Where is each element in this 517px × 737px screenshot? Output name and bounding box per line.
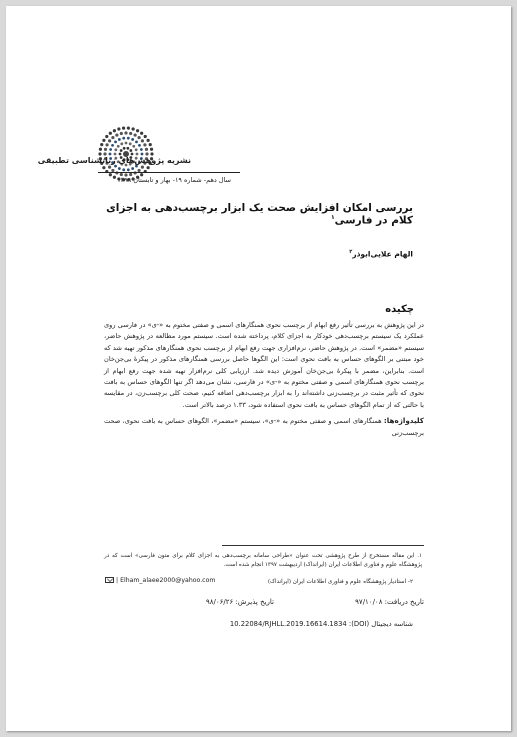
issue-line: سال دهم- شماره ۱۹- بهار و تابستان ۱۳۹۹	[117, 176, 231, 184]
author-footnote-mark: ۲	[349, 249, 353, 255]
accepted-date: تاریخ پذیرش: ۹۸/۰۶/۲۶	[206, 598, 274, 606]
author-name	[349, 249, 413, 259]
abstract-heading: چکیده	[385, 304, 414, 315]
dates-row	[104, 598, 424, 612]
abstract-body: در این پژوهش به بررسی تأثیر رفع ابهام از برچسب نحوی همنگارهای اسمی و صفتی مختوم به «-ی» در فارسی روی عملکرد یک سیستم برچسب‌دهی خودکار به اجزای کلام، پرداخته شده است. سیستم مورد مطالعه در پژوهش حاضر، سیستم «مضمر» است. در پژوهش حاضر، نرم‌افزاری جهت رفع ابهام از برچسب نحوی همنگارهای مذکور تهیه شد که خود مبتنی بر الگوهای حساس به بافت نحوی است: این الگوها حاصل بررسی همنگارهای مذکور در پیکرهٔ بی‌جن‌خان است. بنابراین، مضمر با پیکرهٔ بی‌جن‌خان آموزش دیده شد. ارزیابی کلی نرم‌افزار تهیه شده جهت رفع ابهام از برچسب نحوی همنگارهای اسمی و صفتی مختوم به «-ی» در فارسی، نشان می‌دهد اگر تنها الگوهای حساس به بافت نحوی که تأثیر مثبت در برچسب‌زنی داشته‌اند را به ابزار برچسب‌دهی اضافه کنیم، صحت کلی برچسب‌زن، در مقایسه با حالتی که از تمام الگوهای حساس به بافت نحوی استفاده شود، ۱.۳۳ درصد بالاتر است.	[104, 321, 424, 409]
article-title-text: بررسی امکان افزایش صحت یک ابزار برچسب‌دهی به اجزای کلام در فارسی	[106, 202, 413, 227]
author-name-text: الهام علایی‌ابوذر	[352, 249, 413, 259]
article-title	[83, 202, 413, 227]
keywords-label: کلیدواژه‌ها:	[383, 416, 424, 425]
footnote-2: ۲- استادیار پژوهشگاه علوم و فناوری اطلاعات ایران (ایرانداک)	[267, 579, 413, 585]
author-email: | Elham_alaee2000@yahoo.com	[105, 577, 215, 584]
footnote-divider	[222, 545, 424, 546]
doi-value[interactable]: 10.22084/RJHLL.2019.16614.1834	[229, 620, 347, 628]
title-footnote-mark: ۱	[330, 214, 335, 221]
keywords-text: همنگارهای اسمی و صفتی مختوم به «-ی»، سیستم «مضمر»، الگوهای حساس به بافت نحوی، صحت برچسب‌زنی	[104, 417, 424, 437]
envelope-icon	[105, 577, 114, 583]
journal-logo-icon	[98, 126, 154, 182]
paper-page	[6, 6, 511, 731]
author-email-text[interactable]: Elham_alaee2000@yahoo.com	[120, 577, 216, 584]
footnote-1: ۱. این مقاله مستخرج از طرح پژوهشی تحت عنوان «طراحی سامانه برچسب‌دهی به اجزای کلام برای متون فارسی» است که در پژوهشگاه علوم و فناوری اطلاعات ایران (ایرانداک) اردیبهشت ۱۳۹۷ انجام شده است.	[104, 553, 422, 568]
journal-name: نشریه پژوهش‌های زبانشناسی تطبیقی	[37, 156, 191, 165]
header-divider	[98, 172, 240, 173]
doi-line	[230, 620, 413, 628]
doi-label: شناسه دیجیتال (DOI):	[348, 620, 413, 628]
received-date: تاریخ دریافت: ۹۷/۱۰/۰۸	[355, 598, 424, 606]
keywords	[104, 415, 424, 439]
